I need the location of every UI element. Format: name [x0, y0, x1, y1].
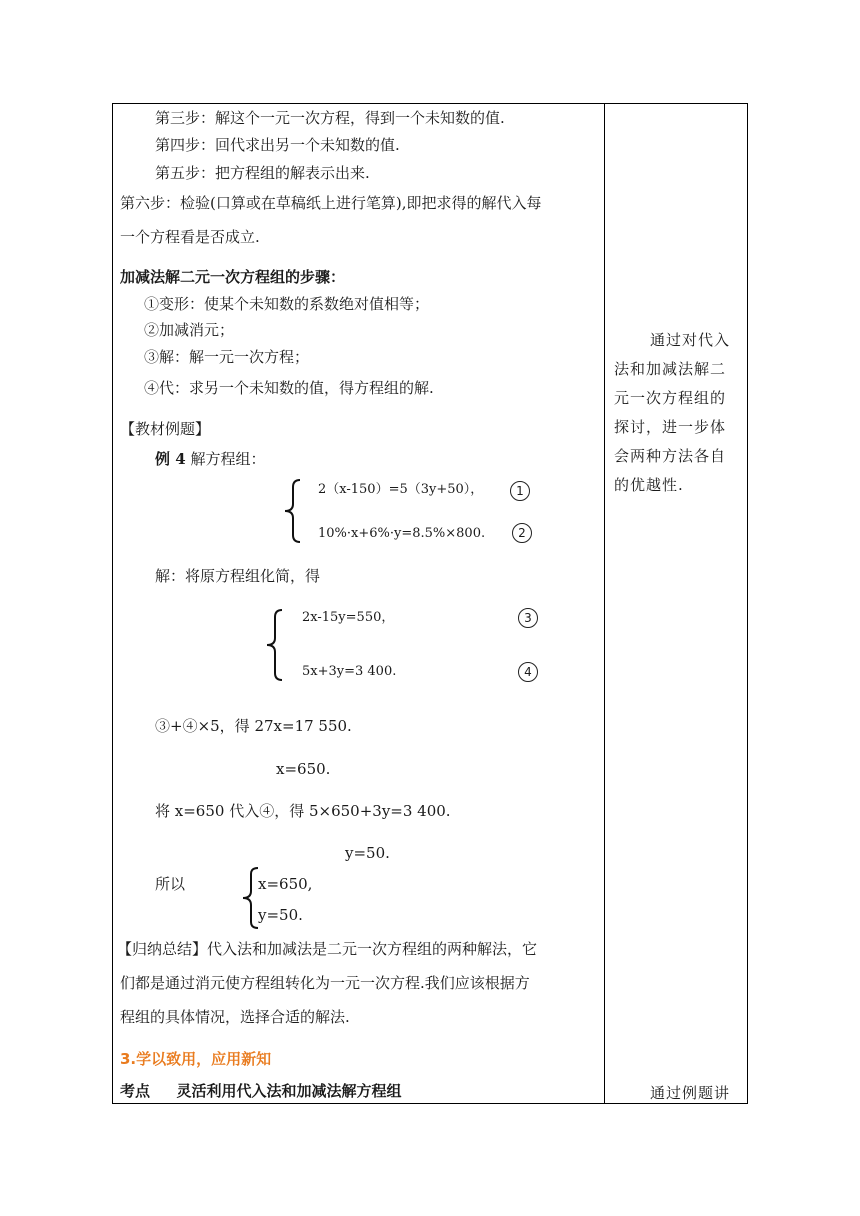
system-1-eq2: 10%·x+6%·y=8.5%×800. — [318, 526, 486, 541]
system-2-eq3: 2x-15y=550， — [302, 610, 395, 625]
system-2-brace — [262, 608, 284, 682]
solution-x: x=650, — [258, 875, 313, 893]
column-divider — [604, 103, 605, 1104]
topic-line — [120, 1081, 402, 1101]
step-4: 第四步：回代求出另一个未知数的值. — [155, 136, 400, 154]
so-label: 所以 — [155, 875, 186, 893]
summary-line-3: 程组的具体情况，选择合适的解法. — [120, 1008, 350, 1026]
solution-brace — [238, 866, 260, 930]
side-note-line: 元一次方程组的 — [614, 389, 727, 407]
elimination-heading: 加减法解二元一次方程组的步骤： — [120, 268, 346, 286]
step-5: 第五步：把方程组的解表示出来. — [155, 164, 370, 182]
equation-marker-2: 2 — [512, 523, 532, 543]
example-prompt: 解方程组： — [190, 450, 266, 468]
side-bottom-note: 通过例题讲 — [650, 1084, 731, 1102]
side-note-line: 探讨，进一步体 — [614, 418, 727, 436]
step-6-line2: 一个方程看是否成立. — [120, 228, 260, 246]
example-label: 例 4 — [155, 450, 186, 468]
elimination-item-3: ③解：解一元一次方程； — [144, 348, 310, 366]
combine-step: ③+④×5，得 27x=17 550. — [155, 717, 352, 735]
elimination-item-4: ④代：求另一个未知数的值，得方程组的解. — [144, 379, 434, 397]
side-note — [614, 326, 742, 500]
section-3-title: 3.学以致用，应用新知 — [120, 1050, 272, 1068]
summary-line-2: 们都是通过消元使方程组转化为一元一次方程.我们应该根据方 — [120, 974, 530, 992]
equation-marker-3: 3 — [518, 608, 538, 628]
summary-line-1: 【归纳总结】代入法和加减法是二元一次方程组的两种解法，它 — [117, 940, 538, 958]
solution-y: y=50. — [258, 906, 303, 924]
equation-marker-1: 1 — [510, 481, 530, 501]
side-note-line: 的优越性. — [614, 476, 684, 494]
example-heading — [155, 449, 265, 469]
topic-text: 灵活利用代入法和加减法解方程组 — [176, 1082, 402, 1100]
x-result: x=650. — [276, 760, 331, 778]
system-1-eq1: 2（x-150）=5（3y+50）， — [318, 482, 484, 497]
system-1-brace — [280, 478, 302, 544]
elimination-item-1: ①变形：使某个未知数的系数绝对值相等； — [144, 295, 430, 313]
step-6-line1: 第六步：检验(口算或在草稿纸上进行笔算),即把求得的解代入每 — [120, 194, 542, 212]
elimination-item-2: ②加减消元； — [144, 321, 235, 339]
step-3: 第三步：解这个一元一次方程，得到一个未知数的值. — [155, 109, 505, 127]
y-result: y=50. — [345, 844, 390, 862]
side-note-line: 法和加减法解二 — [614, 360, 727, 378]
example-section-label: 【教材例题】 — [120, 420, 211, 438]
substitute-step: 将 x=650 代入④，得 5×650+3y=3 400. — [155, 802, 451, 820]
topic-label: 考点 — [120, 1082, 151, 1100]
side-note-line: 会两种方法各自 — [614, 447, 727, 465]
side-note-line: 通过对代入 — [650, 331, 731, 349]
system-2-eq4: 5x+3y=3 400. — [302, 664, 397, 679]
equation-marker-4: 4 — [518, 662, 538, 682]
simplify-intro: 解：将原方程组化简，得 — [155, 567, 321, 585]
